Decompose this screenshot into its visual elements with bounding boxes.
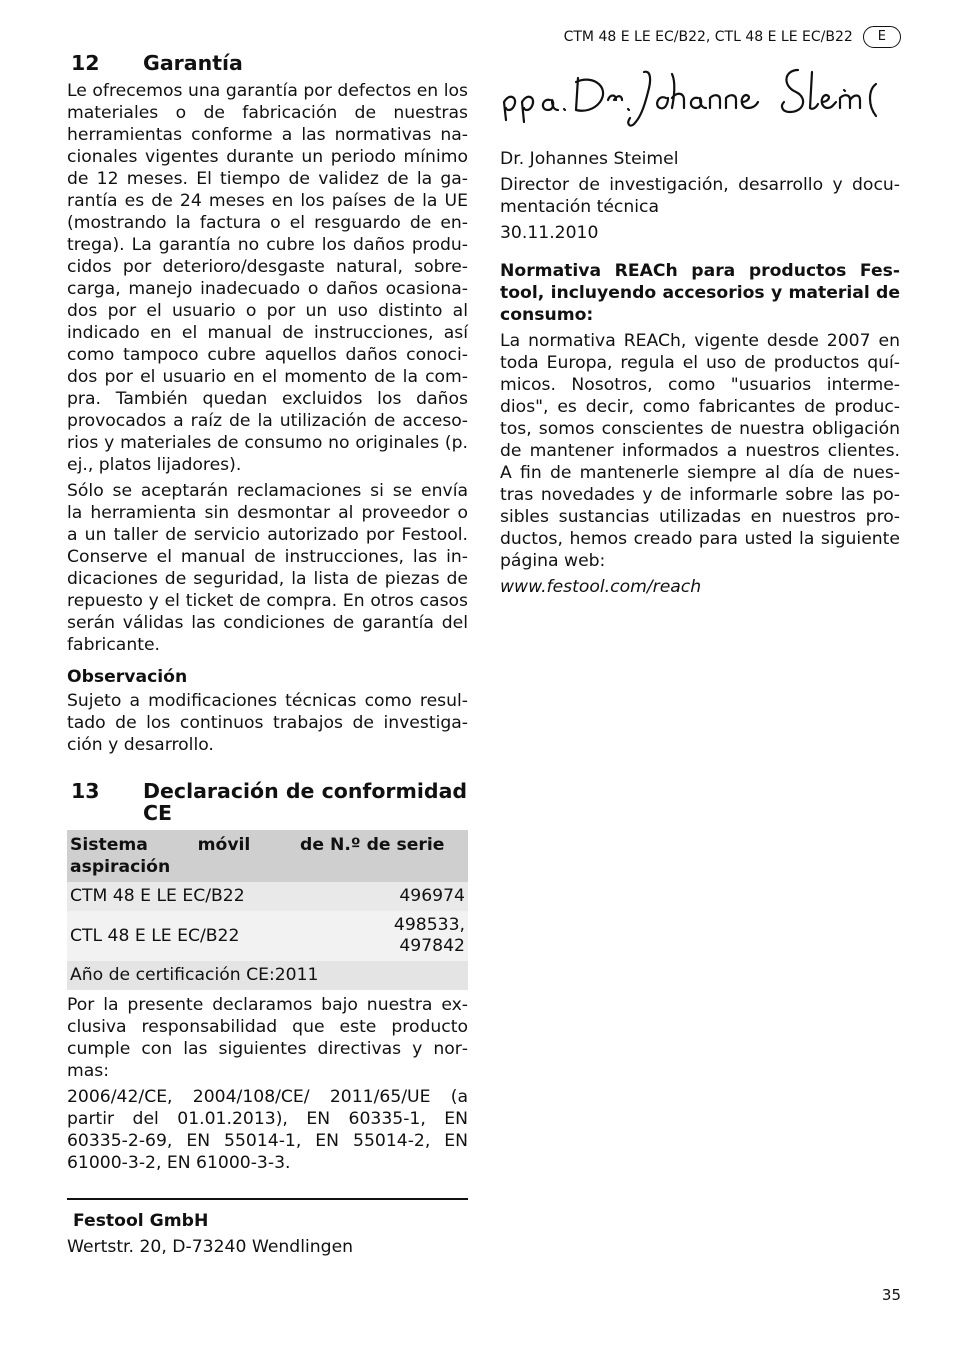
section-13-title: Declaración de conformidad CE bbox=[143, 779, 468, 825]
signatory-name: Dr. Johannes Steimel bbox=[500, 149, 679, 169]
table-row bbox=[67, 911, 468, 961]
table-row-cert-year bbox=[67, 961, 468, 990]
table-cell-model: CTM 48 E LE EC/B22 bbox=[67, 882, 327, 911]
table-header-serial: N.º de serie bbox=[327, 830, 468, 882]
cert-year-cell bbox=[67, 961, 468, 990]
note-text: Sujeto a modificaciones técnicas como resultado de los continuos trabajos de investigación y desarrollo. bbox=[67, 691, 468, 755]
standards-list: 2006/42/CE, 2004/108/CE/ 2011/65/UE (a partir del 01.01.2013), EN 60335-1, EN 60335-2-69, EN 55014-1, EN 55014-2, EN 61000-3-2, EN 61000-3-3. bbox=[67, 1087, 468, 1173]
warranty-paragraph-2: Sólo se aceptarán reclamaciones si se envía la herramienta sin desmontar al proveedor o a un taller de servicio autorizado por Festool. Conserve el manual de instrucciones, las indicaciones de seguridad, la lista de piezas de repuesto y el ticket de compra. En otros casos serán válidas las condiciones de garantía del fabricante. bbox=[67, 481, 468, 655]
left-column bbox=[67, 52, 468, 1258]
declaration-text: Por la presente declaramos bajo nuestra exclusiva responsabilidad que este producto cumple con las siguientes directivas y normas: bbox=[67, 995, 468, 1081]
table-header-system: Sistema móvil de aspiración bbox=[67, 830, 327, 882]
cert-year-value: 2011 bbox=[274, 965, 319, 985]
table-cell-serial: 498533, 497842 bbox=[327, 911, 468, 961]
reach-text: La normativa REACh, vigente desde 2007 en toda Europa, regula el uso de productos químicos. Nosotros, como "usuarios intermedios", es decir, como fabricantes de productos, somos conscientes de nuestra obligación de mantener informados a nuestros clientes. A fin de mantenerle siempre al día de nuestras novedades y de informarle sobre las posibles sustancias utilizadas en nuestros productos, hemos creado para usted la siguiente página web: bbox=[500, 331, 900, 571]
section-12-number: 12 bbox=[71, 51, 100, 75]
signatory-role: Director de investigación, desarrollo y documentación técnica bbox=[500, 175, 900, 217]
warranty-paragraph-1: Le ofrecemos una garantía por defectos en los materiales o de fabricación de nuestras herramientas conforme a las normativas nacionales vigentes durante un periodo mínimo de 12 meses. El tiempo de validez de la garantía es de 24 meses en los países de la UE (mostrando la factura o el resguardo de entrega). La garantía no cubre los daños producidos por deterioro/desgaste natural, sobrecarga, manejo inadecuado o daños ocasionados por el usuario o por un uso distinto al indicado en el manual de instrucciones, así como tampoco cubre aquellos daños conocidos por el usuario en el momento de la compra. También quedan excluidos los daños provocados a raíz de la utilización de accesorios y materiales de consumo no originales (p. ej., platos lijadores). bbox=[67, 81, 468, 475]
section-13-number: 13 bbox=[71, 779, 100, 803]
section-13-heading bbox=[71, 780, 468, 824]
table-row bbox=[67, 882, 468, 911]
table-cell-model: CTL 48 E LE EC/B22 bbox=[67, 911, 327, 961]
note-heading: Observación bbox=[67, 667, 188, 687]
table-cell-serial: 496974 bbox=[327, 882, 468, 911]
reach-url: www.festool.com/reach bbox=[500, 577, 702, 597]
language-badge: E bbox=[863, 26, 901, 48]
company-address: Wertstr. 20, D-73240 Wendlingen bbox=[67, 1237, 354, 1257]
cert-year-label: Año de certificación CE: bbox=[70, 965, 275, 985]
conformity-table bbox=[67, 830, 468, 990]
section-12-heading bbox=[71, 52, 468, 74]
divider bbox=[67, 1198, 468, 1200]
signature-date: 30.11.2010 bbox=[500, 223, 599, 243]
page-header bbox=[564, 26, 901, 48]
company-name: Festool GmbH bbox=[73, 1211, 209, 1231]
reach-heading: Normativa REACh para productos Festool, incluyendo accesorios y material de consumo: bbox=[500, 261, 900, 325]
page-number: 35 bbox=[881, 1286, 901, 1304]
section-12-title: Garantía bbox=[143, 51, 243, 75]
table-header-row bbox=[67, 830, 468, 882]
header-models: CTM 48 E LE EC/B22, CTL 48 E LE EC/B22 bbox=[563, 29, 853, 45]
right-column bbox=[500, 62, 900, 602]
handwritten-signature bbox=[500, 62, 900, 134]
